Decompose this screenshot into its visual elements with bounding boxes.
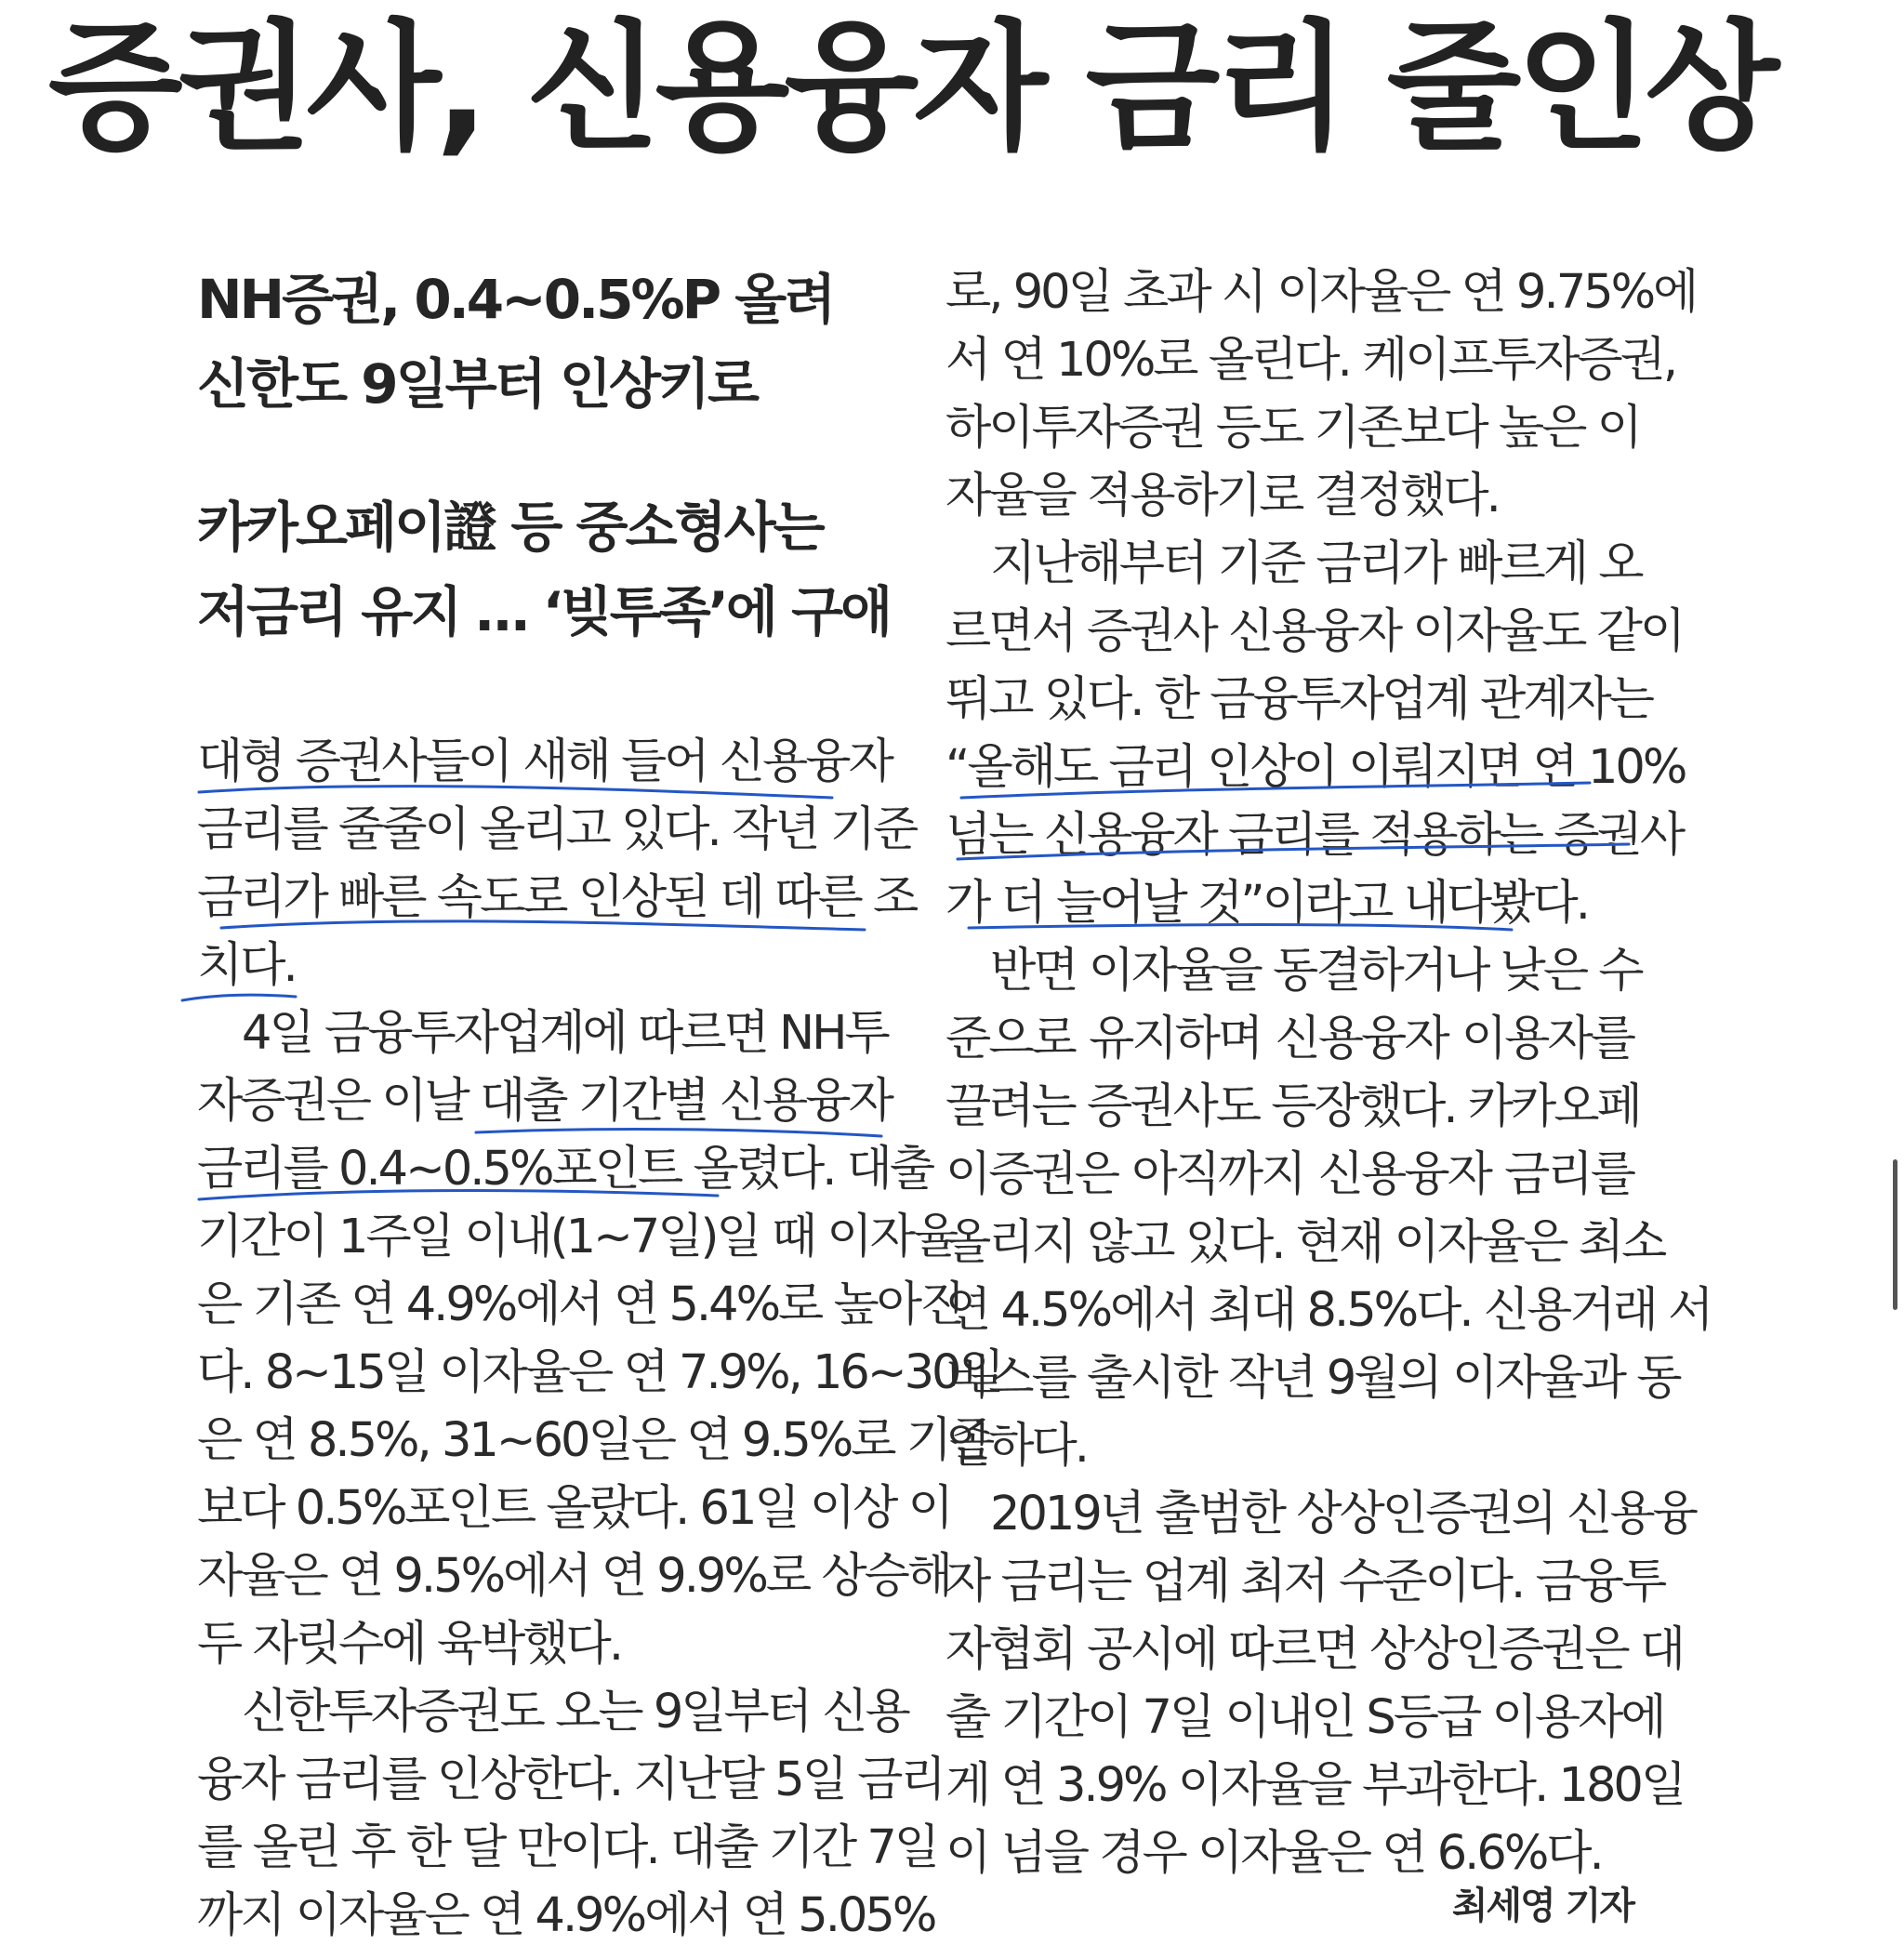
body-line: 융자 금리를 인상한다. 지난달 5일 금리 [197, 1753, 944, 1807]
byline: 최세영 기자 [1451, 1885, 1633, 1927]
body-line: 이 넘을 경우 이자율은 연 6.6%다. [945, 1826, 1602, 1881]
body-line: 연 4.5%에서 최대 8.5%다. 신용거래 서 [945, 1283, 1712, 1338]
body-line: 끌려는 증권사도 등장했다. 카카오페 [945, 1079, 1640, 1134]
body-line: 다. 8~15일 이자율은 연 7.9%, 16~30일 [197, 1345, 1002, 1400]
body-line: 까지 이자율은 연 4.9%에서 연 5.05% [197, 1888, 935, 1943]
scrollbar[interactable] [1893, 1159, 1897, 1310]
body-line: 비스를 출시한 작년 9월의 이자율과 동 [945, 1351, 1680, 1406]
body-line: 로, 90일 초과 시 이자율은 연 9.75%에 [945, 265, 1697, 320]
body-line: 이증권은 아직까지 신용융자 금리를 [945, 1147, 1633, 1202]
body-line: 자협회 공시에 따르면 상상인증권은 대 [945, 1622, 1684, 1677]
body-line: 금리를 줄줄이 올리고 있다. 작년 기준 [197, 802, 917, 857]
body-line: 서 연 10%로 올린다. 케이프투자증권, [945, 333, 1676, 388]
body-line: 대형 증권사들이 새해 들어 신용융자 [197, 734, 892, 789]
subhead-2: 신한도 9일부터 인상키로 [197, 352, 758, 416]
article-headline: 증권사, 신용융자 금리 줄인상 [47, 7, 1775, 169]
body-line: 2019년 출범한 상상인증권의 신용융 [990, 1487, 1696, 1541]
body-line: 게 연 3.9% 이자율을 부과한다. 180일 [945, 1758, 1685, 1813]
body-line: 자 금리는 업계 최저 수준이다. 금융투 [945, 1554, 1665, 1609]
body-line: 자율을 적용하기로 결정했다. [945, 469, 1499, 523]
body-line: 가 더 늘어날 것”이라고 내다봤다. [945, 876, 1588, 931]
body-line: “올해도 금리 인상이 이뤄지면 연 10% [945, 740, 1686, 795]
body-line: 자율은 연 9.5%에서 연 9.9%로 상승해 [197, 1549, 951, 1604]
body-line: 출 기간이 7일 이내인 S등급 이용자에 [945, 1690, 1664, 1745]
body-line: 금리가 빠른 속도로 인상된 데 따른 조 [197, 870, 917, 925]
body-line: 반면 이자율을 동결하거나 낮은 수 [990, 944, 1642, 999]
subhead-1: NH증권, 0.4~0.5%P 올려 [197, 268, 834, 331]
body-line: 4일 금융투자업계에 따르면 NH투 [242, 1006, 888, 1061]
body-line: 지난해부터 기준 금리가 빠르게 오 [990, 536, 1642, 591]
body-line: 넘는 신용융자 금리를 적용하는 증권사 [945, 808, 1684, 863]
body-line: 뛰고 있다. 한 금융투자업계 관계자는 [945, 672, 1653, 727]
subhead-4: 저금리 유지 … ‘빚투족’에 구애 [197, 580, 891, 643]
body-line: 신한투자증권도 오는 9일부터 신용 [242, 1685, 908, 1740]
body-line: 준으로 유지하며 신용융자 이용자를 [945, 1012, 1633, 1066]
body-line: 하이투자증권 등도 기존보다 높은 이 [945, 401, 1640, 456]
body-line: 두 자릿수에 육박했다. [197, 1617, 622, 1672]
body-line: 르면서 증권사 신용융자 이자율도 같이 [945, 604, 1684, 659]
subhead-3: 카카오페이證 등 중소형사는 [197, 496, 823, 559]
body-line: 은 기존 연 4.9%에서 연 5.4%로 높아진 [197, 1277, 963, 1332]
body-line: 치다. [197, 938, 296, 993]
body-line: 올리지 않고 있다. 현재 이자율은 최소 [945, 1215, 1665, 1270]
body-line: 자증권은 이날 대출 기간별 신용융자 [197, 1074, 892, 1129]
body-line: 일하다. [945, 1419, 1088, 1474]
body-line: 기간이 1주일 이내(1~7일)일 때 이자율 [197, 1210, 957, 1264]
body-line: 은 연 8.5%, 31~60일은 연 9.5%로 기존 [197, 1413, 993, 1468]
body-line: 금리를 0.4~0.5%포인트 올렸다. 대출 [197, 1142, 933, 1197]
body-line: 보다 0.5%포인트 올랐다. 61일 이상 이 [197, 1481, 951, 1536]
body-line: 를 올린 후 한 달 만이다. 대출 기간 7일 [197, 1820, 938, 1875]
